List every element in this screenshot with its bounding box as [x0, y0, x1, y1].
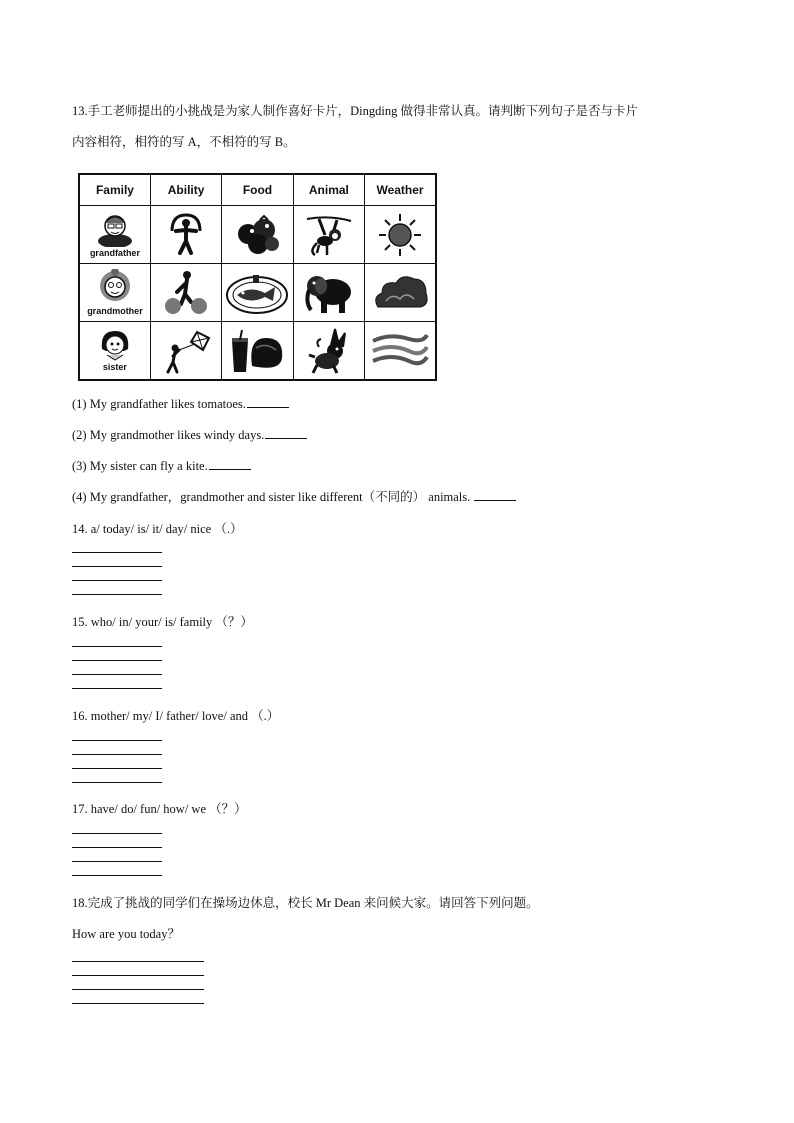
- table-header-row: [79, 174, 436, 206]
- header-family: Family: [79, 174, 150, 206]
- q13-statement-2: (2) My grandmother likes windy days.: [72, 428, 307, 443]
- juice-watermelon-icon: [228, 328, 286, 374]
- header-animal: Animal: [293, 174, 364, 206]
- preference-card-table: [78, 173, 437, 378]
- tomatoes-icon: [234, 214, 280, 256]
- flying-kite-icon: [159, 328, 213, 374]
- q16-answer-lines[interactable]: [72, 740, 162, 796]
- family-label-grandfather: grandfather: [89, 248, 140, 258]
- q16-prompt: 16. mother/ my/ I/ father/ love/ and （.）: [72, 709, 280, 723]
- q18-question: How are you today？: [72, 927, 180, 941]
- sunny-icon: [377, 212, 423, 258]
- header-weather: Weather: [365, 174, 436, 206]
- q13-statement-1: (1) My grandfather likes tomatoes.: [72, 397, 289, 412]
- fish-plate-icon: [225, 271, 289, 315]
- answer-blank-1[interactable]: [247, 406, 289, 408]
- table-row: [79, 322, 436, 381]
- answer-blank-4[interactable]: [474, 499, 516, 501]
- grandfather-icon: [95, 211, 135, 247]
- q14-prompt: 14. a/ today/ is/ it/ day/ nice （.）: [72, 522, 243, 536]
- answer-blank-3[interactable]: [209, 468, 251, 470]
- header-ability: Ability: [150, 174, 221, 206]
- q15-answer-lines[interactable]: [72, 646, 162, 702]
- q13-statement-3: (3) My sister can fly a kite.: [72, 459, 251, 474]
- q17-answer-lines[interactable]: [72, 833, 162, 889]
- q13-intro-line1: 13.手工老师提出的小挑战是为家人制作喜好卡片，Dingding 做得非常认真。请判断下列句子是否与卡片: [72, 104, 638, 118]
- cloudy-icon: [370, 271, 430, 315]
- family-label-grandmother: grandmother: [87, 306, 143, 316]
- q13-intro-line2: 内容相符，相符的写 A，不相符的写 B。: [72, 135, 296, 149]
- q13-statement-4: (4) My grandfather，grandmother and sister like different（不同的） animals.: [72, 490, 516, 505]
- q17-prompt: 17. have/ do/ fun/ how/ we （？）: [72, 802, 247, 816]
- skipping-rope-icon: [164, 213, 208, 257]
- header-food: Food: [222, 174, 293, 206]
- rabbit-icon: [305, 327, 353, 375]
- monkey-icon: [305, 213, 353, 257]
- answer-blank-2[interactable]: [265, 437, 307, 439]
- family-label-sister: sister: [102, 362, 127, 372]
- q15-prompt: 15. who/ in/ your/ is/ family （？）: [72, 615, 253, 629]
- elephant-icon: [301, 270, 357, 316]
- q14-answer-lines[interactable]: [72, 552, 162, 608]
- table-row: [79, 264, 436, 322]
- q18-intro: 18.完成了挑战的同学们在操场边休息，校长 Mr Dean 来问候大家。请回答下列问题。: [72, 896, 539, 910]
- table-row: [79, 206, 436, 264]
- playing-ball-icon: [161, 270, 211, 316]
- windy-icon: [369, 331, 431, 371]
- q18-answer-lines[interactable]: [72, 961, 204, 1017]
- sister-icon: [98, 329, 132, 361]
- grandmother-icon: [95, 269, 135, 305]
